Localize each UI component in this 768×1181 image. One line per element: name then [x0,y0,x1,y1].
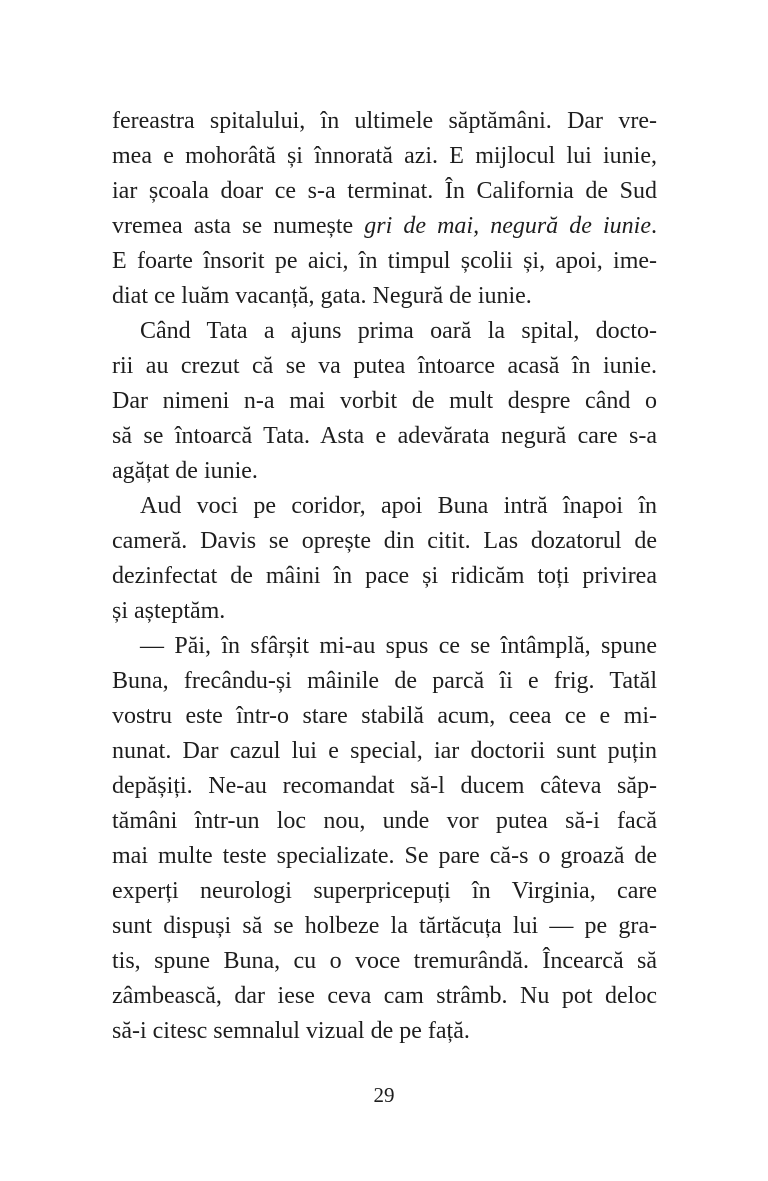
text-line [112,1014,657,1049]
text-line [112,979,657,1014]
text-line [112,454,657,489]
text-line [112,524,657,559]
italic-phrase: gri de mai, negură de iunie [364,213,652,239]
text-line [112,104,657,139]
text-segment: să-i citesc semnalul vizual de pe față. [112,1018,470,1044]
text-segment: Dar nimeni n-a mai vorbit de mult despre când o [112,388,657,414]
text-block [112,104,657,1049]
text-segment: cameră. Davis se oprește din citit. Las dozatorul de [112,528,657,554]
text-line [112,944,657,979]
text-segment: depășiți. Ne-au recomandat să-l ducem câteva săp- [112,773,657,799]
text-segment: Aud voci pe coridor, apoi Buna intră înapoi în [140,493,657,519]
text-line [112,489,657,524]
text-segment: sunt dispuși să se holbeze la tărtăcuța lui — pe gra- [112,913,657,939]
text-segment: să se întoarcă Tata. Asta e adevărata negură care s-a [112,423,657,449]
text-line [112,664,657,699]
text-segment: vostru este într-o stare stabilă acum, ceea ce e mi- [112,703,657,729]
text-line [112,839,657,874]
text-segment: tămâni într-un loc nou, unde vor putea să-i facă [112,808,657,834]
text-segment: Când Tata a ajuns prima oară la spital, docto- [140,318,657,344]
text-segment: mea e mohorâtă și înnorată azi. E mijlocul lui iunie, [112,143,657,169]
text-segment: . [651,213,658,239]
text-line [112,594,657,629]
text-line [112,734,657,769]
text-line [112,314,657,349]
text-line [112,349,657,384]
text-segment: nunat. Dar cazul lui e special, iar doctorii sunt puțin [112,738,657,764]
text-line [112,174,657,209]
text-line [112,209,657,244]
text-segment: diat ce luăm vacanță, gata. Negură de iunie. [112,283,532,309]
paragraph [112,314,657,489]
text-line [112,699,657,734]
text-segment: experți neurologi superpricepuți în Virginia, care [112,878,657,904]
page-number: 29 [373,1083,395,1107]
text-line [112,804,657,839]
text-line [112,419,657,454]
text-segment: iar școala doar ce s-a terminat. În California de Sud [112,178,657,204]
text-line [112,874,657,909]
text-segment: — Păi, în sfârșit mi-au spus ce se întâmplă, spune [140,633,657,659]
text-line [112,139,657,174]
text-segment: agățat de iunie. [112,458,258,484]
text-segment: Buna, frecându-și mâinile de parcă îi e frig. Tatăl [112,668,657,694]
text-line [112,244,657,279]
text-line [112,559,657,594]
text-line [112,909,657,944]
text-line [112,384,657,419]
text-line [112,629,657,664]
text-segment: zâmbească, dar iese ceva cam strâmb. Nu pot deloc [112,983,657,1009]
paragraph [112,489,657,629]
text-segment: vremea asta se numește [112,213,365,239]
paragraph [112,629,657,1049]
text-line [112,279,657,314]
paragraph [112,104,657,314]
text-segment: mai multe teste specializate. Se pare că-s o groază de [112,843,657,869]
text-segment: și așteptăm. [112,598,226,624]
text-segment: E foarte însorit pe aici, în timpul școlii și, apoi, ime- [112,248,657,274]
text-segment: tis, spune Buna, cu o voce tremurândă. Încearcă să [112,948,657,974]
text-segment: fereastra spitalului, în ultimele săptămâni. Dar vre- [112,108,657,134]
text-segment: rii au crezut că se va putea întoarce acasă în iunie. [112,353,657,379]
text-segment: dezinfectat de mâini în pace și ridicăm toți privirea [112,563,657,589]
text-line [112,769,657,804]
